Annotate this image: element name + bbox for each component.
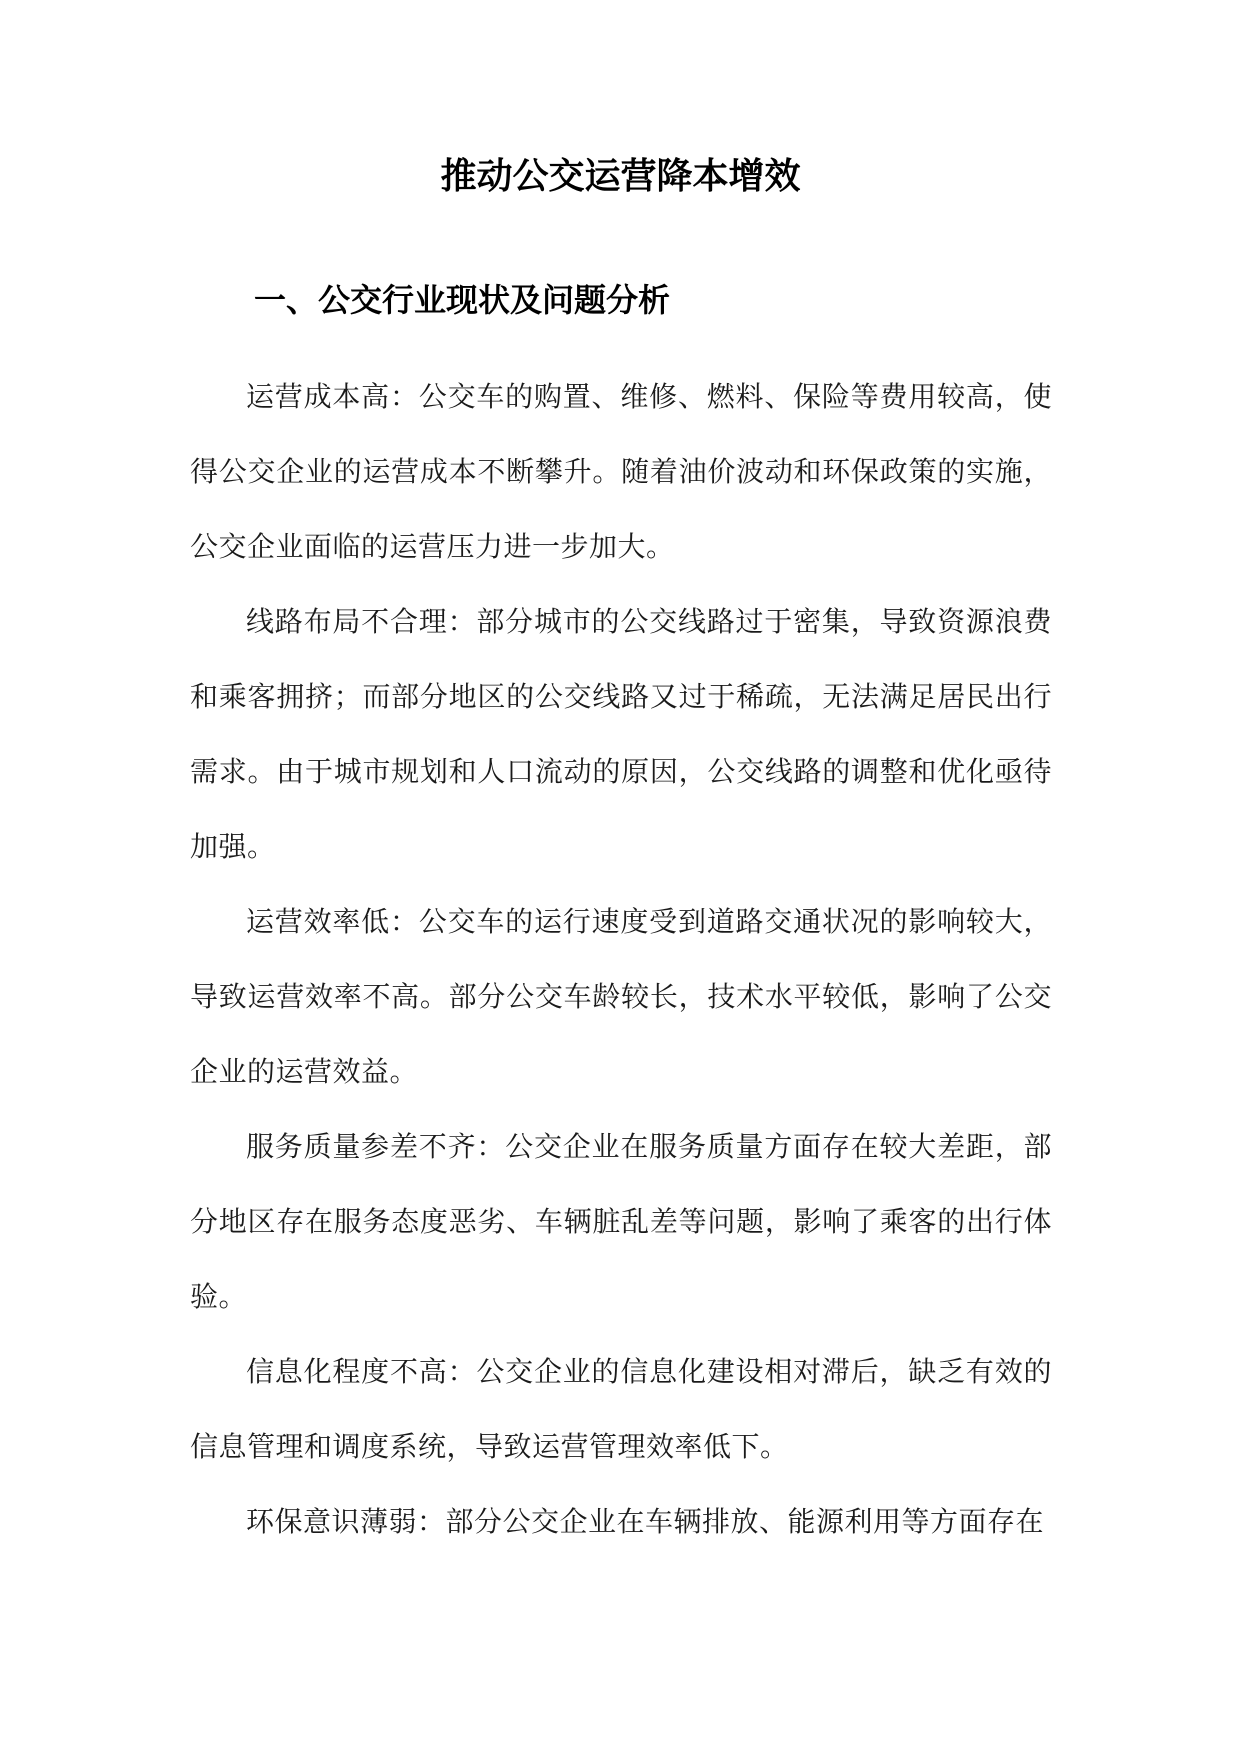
paragraph-route-layout: 线路布局不合理：部分城市的公交线路过于密集，导致资源浪费和乘客拥挤；而部分地区的公交线路又过于稀疏，无法满足居民出行需求。由于城市规划和人口流动的原因，公交线路的调整和优化亟待加强。 bbox=[190, 605, 1052, 863]
paragraph-service-quality: 服务质量参差不齐：公交企业在服务质量方面存在较大差距，部分地区存在服务态度恶劣、车辆脏乱差等问题，影响了乘客的出行体验。 bbox=[190, 1130, 1052, 1313]
section-heading: 一、公交行业现状及问题分析 bbox=[254, 281, 671, 319]
paragraph-operating-cost: 运营成本高：公交车的购置、维修、燃料、保险等费用较高，使得公交企业的运营成本不断攀升。随着油价波动和环保政策的实施，公交企业面临的运营压力进一步加大。 bbox=[190, 380, 1052, 563]
paragraph-efficiency: 运营效率低：公交车的运行速度受到道路交通状况的影响较大，导致运营效率不高。部分公交车龄较长，技术水平较低，影响了公交企业的运营效益。 bbox=[190, 905, 1052, 1088]
paragraph-informatization: 信息化程度不高：公交企业的信息化建设相对滞后，缺乏有效的信息管理和调度系统，导致运营管理效率低下。 bbox=[190, 1355, 1052, 1463]
document-body bbox=[190, 359, 1052, 1559]
document-title: 推动公交运营降本增效 bbox=[440, 156, 801, 197]
paragraph-environmental: 环保意识薄弱：部分公交企业在车辆排放、能源利用等方面存在 bbox=[246, 1505, 1045, 1538]
